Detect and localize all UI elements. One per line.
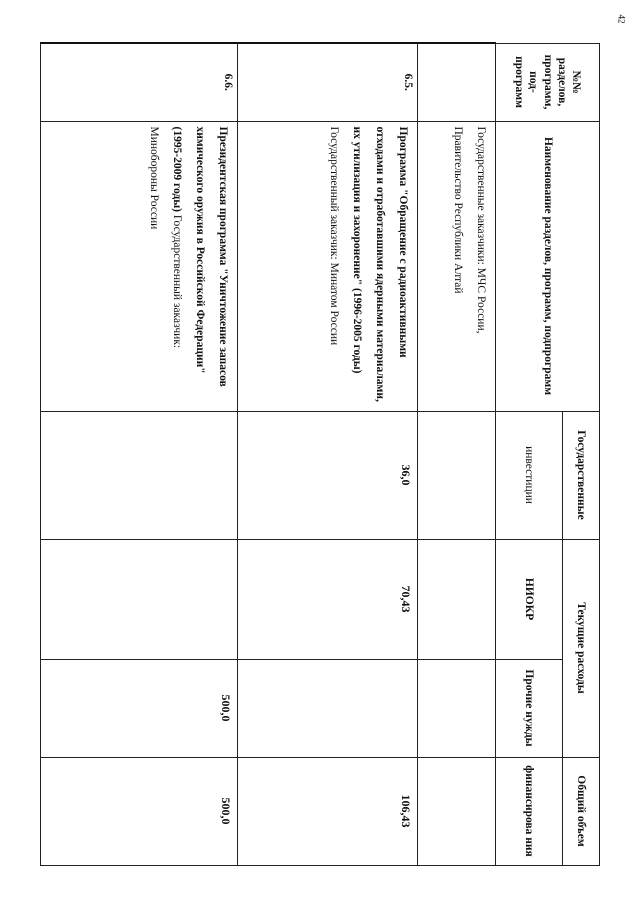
row-other (418, 659, 496, 757)
header-row (563, 43, 600, 865)
table-row (238, 43, 418, 865)
row-body: Государственный заказчик: Минатом России (328, 126, 340, 346)
table-row (418, 43, 496, 865)
row-gov (41, 411, 238, 539)
header-other: Прочие нужды (496, 659, 563, 757)
header-total-sub: финансирова ния (496, 757, 563, 865)
row-body: Государственные заказчики: МЧС России, Правительство Республики Алтай (452, 126, 487, 334)
financing-table (40, 42, 600, 866)
row-description (238, 121, 418, 411)
row-gov (418, 411, 496, 539)
rotated-table-container (40, 42, 600, 864)
row-gov: 36,0 (238, 411, 418, 539)
row-num: 6.5. (238, 43, 418, 121)
row-description (41, 121, 238, 411)
row-niokr (418, 539, 496, 659)
header-current: Текущие расходы (563, 539, 600, 757)
row-other (238, 659, 418, 757)
row-niokr (41, 539, 238, 659)
row-total: 500,0 (41, 757, 238, 865)
header-name: Наименование разделов, программ, подпрограмм (496, 121, 600, 411)
row-title: Президентская программа "Уничтожение запасов химического оружия в Российской Федерации" (1995-2009 годы) (171, 126, 229, 387)
row-total (418, 757, 496, 865)
page-number: 42 (616, 14, 627, 24)
header-gov: Государственные (563, 411, 600, 539)
row-total: 106,43 (238, 757, 418, 865)
row-num: 6.6. (41, 43, 238, 121)
row-title: Программа "Обращение с радиоактивными отходами и отработавшими ядерными материалами, их утилизация и захоронение" (1996-2005 годы) (351, 126, 409, 402)
row-description (418, 121, 496, 411)
table-row (41, 43, 238, 865)
header-niokr: НИОКР (496, 539, 563, 659)
row-num (418, 43, 496, 121)
header-gov-sub: инвестиции (496, 411, 563, 539)
row-body: Государственный заказчик: Минобороны России (148, 126, 183, 349)
header-total: Общий объем (563, 757, 600, 865)
header-num: №№ разделов, программ, под-программ (496, 43, 600, 121)
row-niokr: 70,43 (238, 539, 418, 659)
row-other: 500,0 (41, 659, 238, 757)
